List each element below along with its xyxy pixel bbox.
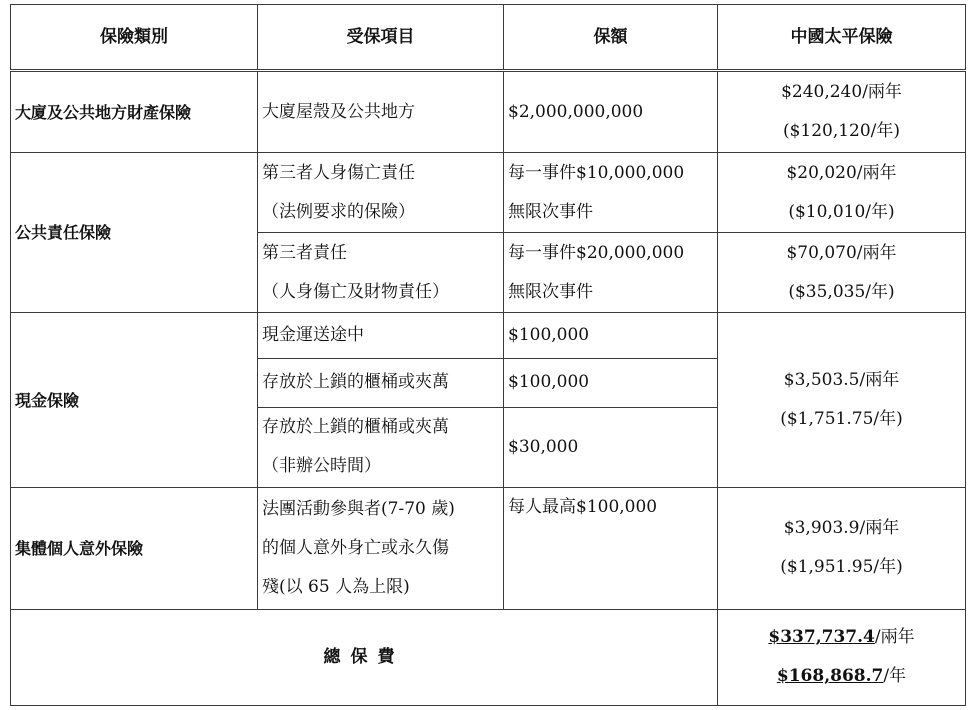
amount-line: 無限次事件 bbox=[508, 201, 593, 222]
premium-biennial: $70,070/兩年 bbox=[786, 242, 897, 263]
header-item: 受保項目 bbox=[258, 5, 504, 71]
table-row-group-accident bbox=[11, 487, 966, 609]
premium-building bbox=[718, 71, 966, 153]
item-line: （非辦公時間） bbox=[262, 456, 381, 477]
premium-group-accident bbox=[718, 487, 966, 609]
table-row-cash-1 bbox=[11, 313, 966, 359]
category-cash: 現金保險 bbox=[11, 313, 258, 487]
item-line: 殘(以 65 人為上限) bbox=[262, 576, 410, 597]
item-public-liability-1 bbox=[258, 153, 504, 233]
premium-annual: ($35,035/年) bbox=[788, 281, 895, 302]
total-biennial bbox=[722, 618, 961, 657]
insurance-premium-table-document bbox=[10, 4, 965, 706]
premium-annual: ($1,951.95/年) bbox=[780, 557, 903, 578]
header-amount: 保額 bbox=[504, 5, 718, 71]
table-row-building bbox=[11, 71, 966, 153]
amount-line: 無限次事件 bbox=[508, 281, 593, 302]
insurance-premium-table bbox=[10, 4, 966, 706]
amount-cash-2: $100,000 bbox=[504, 359, 718, 407]
item-cash-2: 存放於上鎖的櫃桶或夾萬 bbox=[258, 359, 504, 407]
amount-building: $2,000,000,000 bbox=[504, 71, 718, 153]
total-biennial-amount: $337,737.4 bbox=[768, 627, 875, 648]
amount-public-liability-1 bbox=[504, 153, 718, 233]
premium-public-liability-1 bbox=[718, 153, 966, 233]
amount-line: 每一事件$10,000,000 bbox=[508, 162, 685, 183]
table-row-public-liability-1 bbox=[11, 153, 966, 233]
amount-group-accident: 每人最高$100,000 bbox=[504, 487, 718, 609]
premium-biennial: $3,903.9/兩年 bbox=[783, 518, 900, 539]
item-line: 的個人意外身亡或永久傷 bbox=[262, 537, 449, 558]
premium-biennial: $20,020/兩年 bbox=[786, 162, 897, 183]
amount-cash-1: $100,000 bbox=[504, 313, 718, 359]
table-row-total bbox=[11, 609, 966, 705]
item-group-accident bbox=[258, 487, 504, 609]
category-building: 大廈及公共地方財產保險 bbox=[11, 71, 258, 153]
item-line: （法例要求的保險） bbox=[262, 201, 415, 222]
item-line: 第三者責任 bbox=[262, 242, 347, 263]
total-annual bbox=[722, 657, 961, 696]
table-header-row bbox=[11, 5, 966, 71]
item-line: 第三者人身傷亡責任 bbox=[262, 162, 415, 183]
total-biennial-unit: /兩年 bbox=[874, 627, 915, 648]
category-group-accident: 集體個人意外保險 bbox=[11, 487, 258, 609]
header-insurer: 中國太平保險 bbox=[718, 5, 966, 71]
total-annual-unit: /年 bbox=[883, 666, 907, 687]
premium-annual: ($1,751.75/年) bbox=[780, 409, 903, 429]
premium-public-liability-2 bbox=[718, 233, 966, 313]
item-cash-3 bbox=[258, 407, 504, 487]
header-category: 保險類別 bbox=[11, 5, 258, 71]
premium-cash bbox=[718, 313, 966, 487]
amount-public-liability-2 bbox=[504, 233, 718, 313]
item-line: 法團活動參與者(7-70 歲) bbox=[262, 498, 455, 519]
item-line: 存放於上鎖的櫃桶或夾萬 bbox=[262, 417, 449, 438]
premium-biennial: $3,503.5/兩年 bbox=[783, 370, 900, 390]
category-public-liability: 公共責任保險 bbox=[11, 153, 258, 313]
total-premium-value bbox=[718, 609, 966, 705]
item-line: （人身傷亡及財物責任） bbox=[262, 281, 449, 302]
premium-annual: ($120,120/年) bbox=[782, 121, 901, 142]
premium-biennial: $240,240/兩年 bbox=[781, 82, 902, 103]
amount-line: 每一事件$20,000,000 bbox=[508, 242, 685, 263]
amount-cash-3: $30,000 bbox=[504, 407, 718, 487]
item-building: 大廈屋殼及公共地方 bbox=[258, 71, 504, 153]
item-public-liability-2 bbox=[258, 233, 504, 313]
total-premium-label: 總保費 bbox=[11, 609, 718, 705]
premium-annual: ($10,010/年) bbox=[788, 201, 895, 222]
total-annual-amount: $168,868.7 bbox=[776, 666, 884, 687]
item-cash-1: 現金運送途中 bbox=[258, 313, 504, 359]
